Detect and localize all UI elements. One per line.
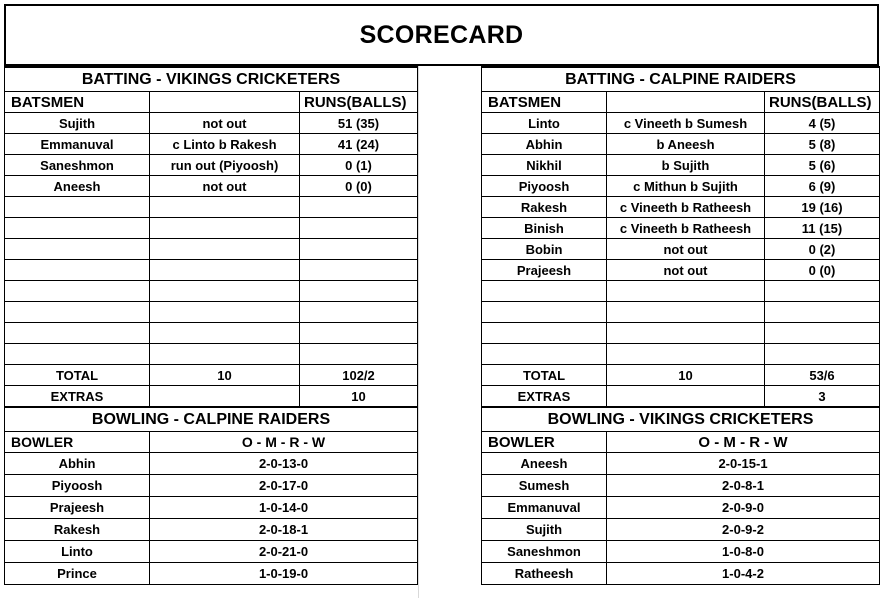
dismissal: c Mithun b Sujith (607, 176, 765, 197)
batting-row (482, 155, 880, 176)
empty-cell (150, 197, 300, 218)
batsman-name: Sujith (5, 113, 150, 134)
bowling-column-header-row (5, 432, 418, 453)
batsmen-column-header: BATSMEN (482, 92, 607, 113)
dismissal-column-header (607, 92, 765, 113)
dismissal: not out (150, 113, 300, 134)
empty-cell (300, 260, 418, 281)
runs-balls: 0 (0) (300, 176, 418, 197)
dismissal: not out (607, 239, 765, 260)
batting-row (482, 218, 880, 239)
bowling-row (482, 453, 880, 475)
bowler-name: Sumesh (482, 475, 607, 497)
bowling-row (482, 475, 880, 497)
extras-row (482, 386, 880, 408)
batting-column-header-row (482, 92, 880, 113)
batsman-name: Piyoosh (482, 176, 607, 197)
batting-row (5, 281, 418, 302)
empty-cell (300, 239, 418, 260)
dismissal: c Vineeth b Sumesh (607, 113, 765, 134)
runs-balls: 0 (1) (300, 155, 418, 176)
runs-column-header: RUNS(BALLS) (765, 92, 880, 113)
bowling-figures: 1-0-8-0 (607, 541, 880, 563)
empty-cell (607, 344, 765, 365)
bowling-figures: 1-0-4-2 (607, 563, 880, 585)
empty-cell (150, 260, 300, 281)
bowling-figures: 2-0-15-1 (607, 453, 880, 475)
batting-row (5, 302, 418, 323)
batting-row (482, 176, 880, 197)
runs-balls: 4 (5) (765, 113, 880, 134)
bowler-name: Abhin (5, 453, 150, 475)
extras-value: 3 (765, 386, 880, 408)
bowling-row (5, 519, 418, 541)
total-overs: 10 (150, 365, 300, 386)
batting-row (5, 155, 418, 176)
batting-row (482, 113, 880, 134)
batting-column-header-row (5, 92, 418, 113)
batting-row (5, 113, 418, 134)
batting-row (482, 281, 880, 302)
dismissal: not out (607, 260, 765, 281)
empty-cell (765, 302, 880, 323)
empty-cell (300, 197, 418, 218)
batting-row (482, 134, 880, 155)
batsman-name: Emmanuval (5, 134, 150, 155)
empty-cell (150, 323, 300, 344)
right-scorecard-table (481, 66, 880, 585)
bowler-name: Sujith (482, 519, 607, 541)
runs-balls: 0 (2) (765, 239, 880, 260)
batting-row (5, 323, 418, 344)
empty-cell (5, 260, 150, 281)
empty-cell (300, 302, 418, 323)
bowler-name: Prince (5, 563, 150, 585)
empty-cell (5, 323, 150, 344)
batsman-name: Rakesh (482, 197, 607, 218)
bowler-column-header: BOWLER (5, 432, 150, 453)
total-score: 102/2 (300, 365, 418, 386)
bowling-figures: 2-0-9-2 (607, 519, 880, 541)
total-row (482, 365, 880, 386)
batting-row (5, 239, 418, 260)
batting-row (5, 176, 418, 197)
runs-balls: 51 (35) (300, 113, 418, 134)
empty-cell (482, 302, 607, 323)
empty-cell (607, 386, 765, 408)
batting-row (5, 134, 418, 155)
runs-balls: 5 (6) (765, 155, 880, 176)
batting-row (5, 344, 418, 365)
batting-header-row (482, 67, 880, 92)
batsman-name: Linto (482, 113, 607, 134)
total-score: 53/6 (765, 365, 880, 386)
empty-cell (482, 323, 607, 344)
batsman-name: Nikhil (482, 155, 607, 176)
empty-cell (150, 344, 300, 365)
batting-row (5, 218, 418, 239)
runs-balls: 5 (8) (765, 134, 880, 155)
empty-cell (607, 281, 765, 302)
batting-row (5, 260, 418, 281)
empty-cell (607, 323, 765, 344)
empty-cell (765, 323, 880, 344)
empty-cell (482, 281, 607, 302)
batting-row (482, 302, 880, 323)
empty-cell (5, 197, 150, 218)
gap-gridline (418, 66, 419, 598)
empty-cell (150, 281, 300, 302)
batting-row (482, 260, 880, 281)
empty-cell (5, 239, 150, 260)
bowler-name: Prajeesh (5, 497, 150, 519)
bowler-name: Ratheesh (482, 563, 607, 585)
runs-balls: 0 (0) (765, 260, 880, 281)
extras-value: 10 (300, 386, 418, 408)
bowling-header-row (5, 407, 418, 432)
bowling-header: BOWLING - VIKINGS CRICKETERS (482, 407, 880, 432)
batsman-name: Aneesh (5, 176, 150, 197)
dismissal: b Sujith (607, 155, 765, 176)
bowling-row (5, 453, 418, 475)
bowling-header-row (482, 407, 880, 432)
total-row (5, 365, 418, 386)
batting-row (5, 197, 418, 218)
dismissal: run out (Piyoosh) (150, 155, 300, 176)
figures-column-header: O - M - R - W (150, 432, 418, 453)
batting-header: BATTING - VIKINGS CRICKETERS (5, 67, 418, 92)
dismissal: c Vineeth b Ratheesh (607, 197, 765, 218)
total-label: TOTAL (482, 365, 607, 386)
bowling-row (482, 541, 880, 563)
empty-cell (765, 344, 880, 365)
bowling-row (5, 475, 418, 497)
bowling-figures: 2-0-17-0 (150, 475, 418, 497)
empty-cell (5, 218, 150, 239)
batsman-name: Bobin (482, 239, 607, 260)
batsman-name: Binish (482, 218, 607, 239)
empty-cell (5, 344, 150, 365)
bowler-column-header: BOWLER (482, 432, 607, 453)
batting-header: BATTING - CALPINE RAIDERS (482, 67, 880, 92)
left-scorecard-table (4, 66, 418, 585)
runs-column-header: RUNS(BALLS) (300, 92, 418, 113)
batsmen-column-header: BATSMEN (5, 92, 150, 113)
dismissal-column-header (150, 92, 300, 113)
scorecard-sheet (4, 4, 880, 598)
empty-cell (150, 302, 300, 323)
runs-balls: 6 (9) (765, 176, 880, 197)
empty-cell (300, 323, 418, 344)
empty-cell (5, 281, 150, 302)
empty-cell (607, 302, 765, 323)
bowler-name: Rakesh (5, 519, 150, 541)
bowling-figures: 1-0-19-0 (150, 563, 418, 585)
batting-row (482, 344, 880, 365)
bowling-row (482, 519, 880, 541)
bowler-name: Emmanuval (482, 497, 607, 519)
total-label: TOTAL (5, 365, 150, 386)
batsman-name: Abhin (482, 134, 607, 155)
bowling-figures: 2-0-8-1 (607, 475, 880, 497)
scorecard-title: SCORECARD (4, 4, 879, 66)
bowling-figures: 2-0-9-0 (607, 497, 880, 519)
extras-row (5, 386, 418, 408)
dismissal: b Aneesh (607, 134, 765, 155)
runs-balls: 41 (24) (300, 134, 418, 155)
bowler-name: Aneesh (482, 453, 607, 475)
bowling-row (482, 497, 880, 519)
empty-cell (5, 302, 150, 323)
bowling-row (482, 563, 880, 585)
bowling-figures: 1-0-14-0 (150, 497, 418, 519)
bowling-header: BOWLING - CALPINE RAIDERS (5, 407, 418, 432)
empty-cell (765, 281, 880, 302)
batting-header-row (5, 67, 418, 92)
bowler-name: Piyoosh (5, 475, 150, 497)
figures-column-header: O - M - R - W (607, 432, 880, 453)
batting-row (482, 197, 880, 218)
batsman-name: Saneshmon (5, 155, 150, 176)
bowling-column-header-row (482, 432, 880, 453)
bowler-name: Saneshmon (482, 541, 607, 563)
empty-cell (150, 218, 300, 239)
empty-cell (150, 386, 300, 408)
dismissal: not out (150, 176, 300, 197)
bowling-figures: 2-0-13-0 (150, 453, 418, 475)
bowler-name: Linto (5, 541, 150, 563)
empty-cell (482, 344, 607, 365)
empty-cell (300, 218, 418, 239)
bowling-row (5, 563, 418, 585)
total-overs: 10 (607, 365, 765, 386)
bowling-figures: 2-0-18-1 (150, 519, 418, 541)
empty-cell (300, 344, 418, 365)
batsman-name: Prajeesh (482, 260, 607, 281)
runs-balls: 11 (15) (765, 218, 880, 239)
bowling-row (5, 541, 418, 563)
batting-row (482, 239, 880, 260)
runs-balls: 19 (16) (765, 197, 880, 218)
empty-cell (150, 239, 300, 260)
empty-cell (300, 281, 418, 302)
extras-label: EXTRAS (482, 386, 607, 408)
batting-row (482, 323, 880, 344)
dismissal: c Vineeth b Ratheesh (607, 218, 765, 239)
dismissal: c Linto b Rakesh (150, 134, 300, 155)
extras-label: EXTRAS (5, 386, 150, 408)
bowling-figures: 2-0-21-0 (150, 541, 418, 563)
bowling-row (5, 497, 418, 519)
